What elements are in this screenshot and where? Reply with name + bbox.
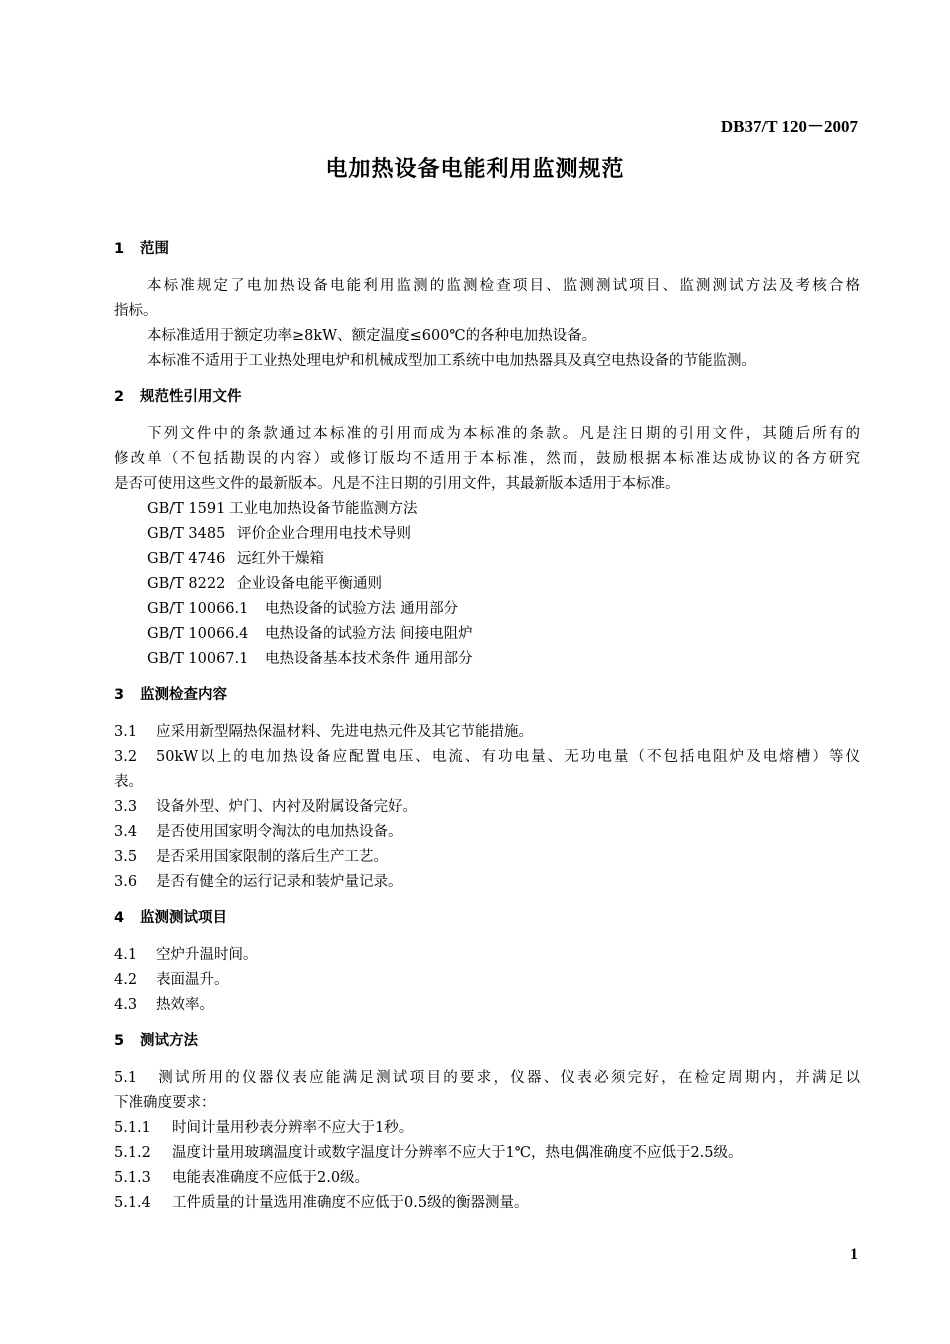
clause-text: 是否有健全的运行记录和装炉量记录。 — [156, 874, 403, 890]
paragraph-continuation — [114, 299, 860, 324]
reference-code: GB/T 10066.1 — [147, 601, 249, 617]
clause-continuation: 下准确度要求： — [114, 1095, 216, 1111]
reference-code: GB/T 4746 — [147, 551, 226, 567]
clause-text: 是否使用国家明令淘汰的电加热设备。 — [156, 824, 403, 840]
clause — [114, 720, 860, 745]
reference-title: 电热设备的试验方法 间接电阻炉 — [265, 626, 473, 642]
clause-continuation: 表。 — [114, 774, 143, 790]
normative-reference — [114, 622, 860, 647]
clause-number: 4.3 — [114, 997, 138, 1013]
page-number: 1 — [850, 1246, 858, 1263]
section-title: 测试方法 — [140, 1033, 198, 1049]
paragraph — [114, 422, 860, 447]
clause-number: 5.1.3 — [114, 1170, 151, 1186]
paragraph-line: 本标准适用于额定功率≥8kW、额定温度≤600℃的各种电加热设备。 — [147, 328, 597, 344]
paragraph — [114, 349, 860, 374]
clause-line — [114, 1066, 860, 1091]
reference-title: 电热设备的试验方法 通用部分 — [265, 601, 459, 617]
normative-reference — [114, 522, 860, 547]
section-number: 1 — [114, 241, 125, 257]
reference-code: GB/T 10066.4 — [147, 626, 249, 642]
clause-number: 3.5 — [114, 849, 138, 865]
paragraph-line: 下列文件中的条款通过本标准的引用而成为本标准的条款。凡是注日期的引用文件，其随后所有的 — [147, 426, 860, 442]
clause-text: 温度计量用玻璃温度计或数字温度计分辨率不应大于1℃，热电偶准确度不应低于2.5级。 — [172, 1145, 743, 1161]
clause-number: 3.6 — [114, 874, 138, 890]
clause-text: 是否采用国家限制的落后生产工艺。 — [156, 849, 388, 865]
paragraph — [114, 274, 860, 299]
section-title: 范围 — [140, 241, 169, 257]
section-number: 5 — [114, 1033, 125, 1049]
section-heading-1 — [114, 236, 860, 262]
normative-reference — [114, 597, 860, 622]
clause-text: 表面温升。 — [156, 972, 229, 988]
section-heading-4 — [114, 905, 860, 931]
normative-reference — [114, 497, 860, 522]
section-title: 监测检查内容 — [140, 687, 227, 703]
clause — [114, 1141, 860, 1166]
reference-code: GB/T 10067.1 — [147, 651, 249, 667]
clause — [114, 943, 860, 968]
clause-number: 5.1.1 — [114, 1120, 151, 1136]
paragraph-continuation — [114, 447, 860, 497]
document-title: 电加热设备电能利用监测规范 — [325, 157, 625, 182]
normative-reference — [114, 547, 860, 572]
reference-title: 电热设备基本技术条件 通用部分 — [265, 651, 473, 667]
clause-number: 5.1 — [114, 1070, 138, 1086]
clause-number: 5.1.2 — [114, 1145, 151, 1161]
section-heading-2 — [114, 384, 860, 410]
clause — [114, 1116, 860, 1141]
clause-number: 3.2 — [114, 749, 138, 765]
paragraph-line: 本标准不适用于工业热处理电炉和机械成型加工系统中电加热器具及真空电热设备的节能监测。 — [147, 353, 756, 369]
clause — [114, 1166, 860, 1191]
clause — [114, 968, 860, 993]
clause-text: 电能表准确度不应低于2.0级。 — [172, 1170, 370, 1186]
normative-reference — [114, 647, 860, 672]
paragraph — [114, 324, 860, 349]
clause-line — [114, 745, 860, 770]
clause-text: 应采用新型隔热保温材料、先进电热元件及其它节能措施。 — [156, 724, 533, 740]
reference-code: GB/T 1591 — [147, 501, 226, 517]
paragraph-line: 是否可使用这些文件的最新版本。凡是不注日期的引用文件，其最新版本适用于本标准。 — [114, 476, 680, 492]
clause-number: 4.2 — [114, 972, 138, 988]
clause-text: 空炉升温时间。 — [156, 947, 258, 963]
normative-reference — [114, 572, 860, 597]
clause-number: 5.1.4 — [114, 1195, 151, 1211]
clause — [114, 745, 860, 795]
reference-code: GB/T 8222 — [147, 576, 226, 592]
clause-text: 测试所用的仪器仪表应能满足测试项目的要求，仪器、仪表必须完好，在检定周期内，并满足以 — [156, 1070, 860, 1086]
clause — [114, 870, 860, 895]
clause-number: 3.1 — [114, 724, 138, 740]
reference-title: 评价企业合理用电技术导则 — [237, 526, 411, 542]
document-body — [114, 236, 860, 1216]
paragraph-line: 本标准规定了电加热设备电能利用监测的监测检查项目、监测测试项目、监测测试方法及考核合格 — [147, 278, 860, 294]
reference-title: 远红外干燥箱 — [237, 551, 324, 567]
paragraph-line: 指标。 — [114, 303, 158, 319]
clause-number: 4.1 — [114, 947, 138, 963]
clause-number: 3.4 — [114, 824, 138, 840]
reference-title: 工业电加热设备节能监测方法 — [229, 501, 418, 517]
section-number: 2 — [114, 389, 125, 405]
clause — [114, 993, 860, 1018]
reference-title: 企业设备电能平衡通则 — [237, 576, 382, 592]
standard-code: DB37/T 120－2007 — [720, 117, 858, 136]
clause-text: 工件质量的计量选用准确度不应低于0.5级的衡器测量。 — [172, 1195, 529, 1211]
clause — [114, 795, 860, 820]
section-number: 4 — [114, 910, 125, 926]
section-heading-3 — [114, 682, 860, 708]
section-heading-5 — [114, 1028, 860, 1054]
clause-text: 时间计量用秒表分辨率不应大于1秒。 — [172, 1120, 414, 1136]
clause — [114, 845, 860, 870]
paragraph-line: 修改单（不包括勘误的内容）或修订版均不适用于本标准，然而，鼓励根据本标准达成协议的各方研究 — [114, 451, 860, 467]
clause-number: 3.3 — [114, 799, 138, 815]
clause — [114, 1191, 860, 1216]
section-title: 监测测试项目 — [140, 910, 227, 926]
reference-code: GB/T 3485 — [147, 526, 226, 542]
section-title: 规范性引用文件 — [140, 389, 242, 405]
clause-text: 设备外型、炉门、内衬及附属设备完好。 — [156, 799, 417, 815]
clause — [114, 820, 860, 845]
clause-text: 50kW以上的电加热设备应配置电压、电流、有功电量、无功电量（不包括电阻炉及电熔槽）等仪 — [156, 749, 860, 765]
section-number: 3 — [114, 687, 125, 703]
clause — [114, 1066, 860, 1116]
clause-text: 热效率。 — [156, 997, 214, 1013]
